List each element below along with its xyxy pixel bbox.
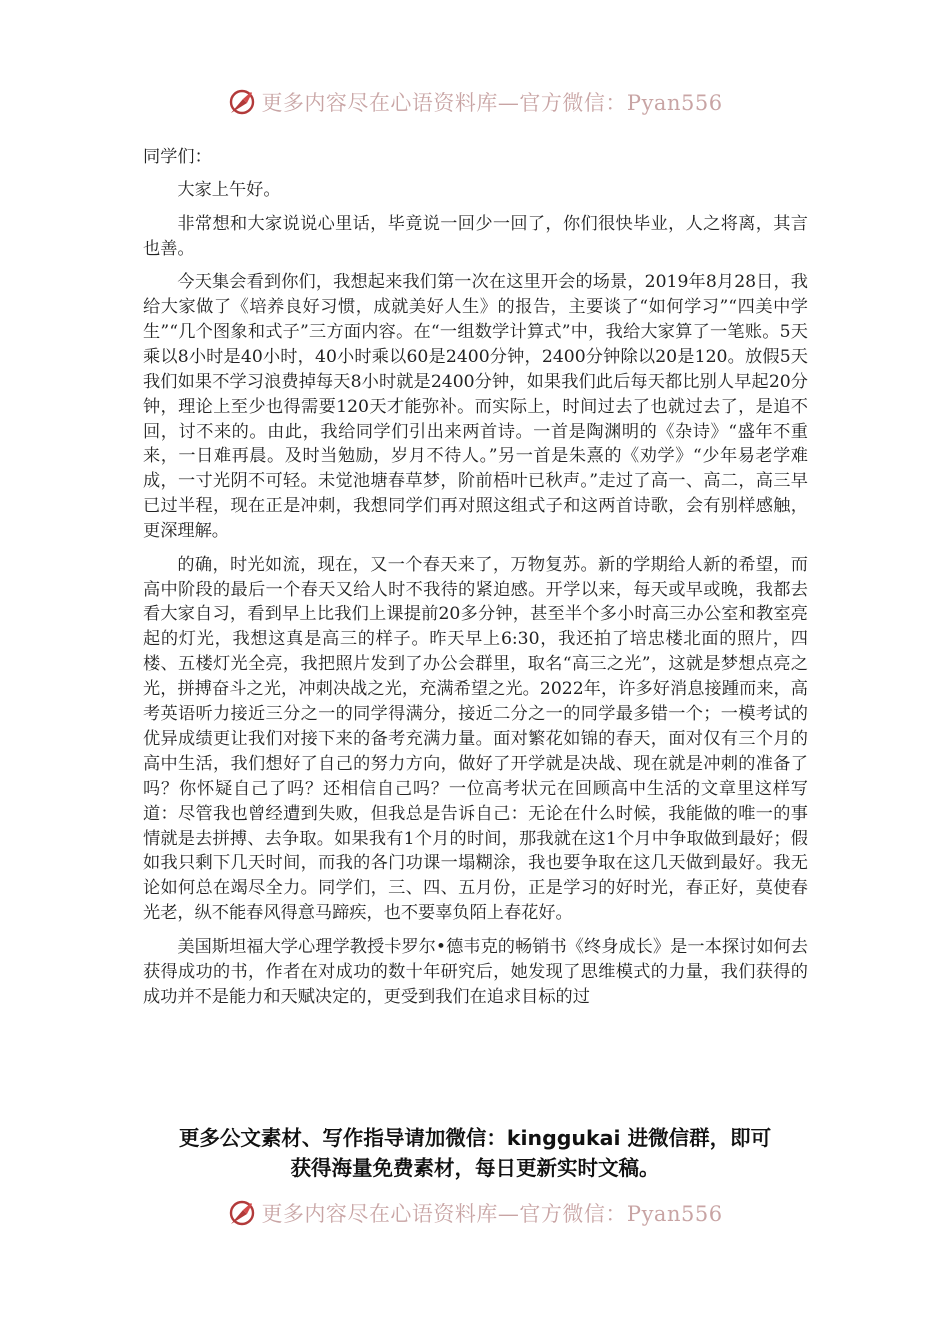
promo-notice bbox=[130, 1123, 820, 1183]
letter-paragraph: 的确，时光如流，现在，又一个春天来了，万物复苏。新的学期给人新的希望，而高中阶段的最后一个春天又给人时不我待的紧迫感。开学以来，每天或早或晚，我都去看大家自习，看到早上比我们上课提前20多分钟，甚至半个多小时高三办公室和教室亮起的灯光，我想这真是高三的样子。昨天早上6:30，我还拍了培忠楼北面的照片，四楼、五楼灯光全亮，我把照片发到了办公会群里，取名“高三之光”，这就是梦想点亮之光，拼搏奋斗之光，冲刺决战之光，充满希望之光。2022年，许多好消息接踵而来，高考英语听力接近三分之一的同学得满分，接近二分之一的同学最多错一个；一模考试的优异成绩更让我们对接下来的备考充满力量。面对繁花如锦的春天，面对仅有三个月的高中生活，我们想好了自己的努力方向，做好了开学就是决战、现在就是冲刺的准备了吗？你怀疑自己了吗？还相信自己吗？一位高考状元在回顾高中生活的文章里这样写道：尽管我也曾经遭到失败，但我总是告诉自己：无论在什么时候，我能做的唯一的事情就是去拼搏、去争取。如果我有1个月的时间，那我就在这1个月中争取做到最好；假如我只剩下几天时间，而我的各门功课一塌糊涂，我也要争取在这几天做到最好。我无论如何总在竭尽全力。同学们，三、四、五月份，正是学习的好时光，春正好，莫使春光老，纵不能春风得意马蹄疾，也不要辜负陌上春花好。 bbox=[143, 554, 808, 924]
letter-paragraph: 今天集会看到你们，我想起来我们第一次在这里开会的场景，2019年8月28日，我给大家做了《培养良好习惯，成就美好人生》的报告，主要谈了“如何学习”“四美中学生”“几个图象和式子”三方面内容。在“一组数学计算式”中，我给大家算了一笔账。5天乘以8小时是40小时，40小时乘以60是2400分钟，2400分钟除以20是120。放假5天我们如果不学习浪费掉每天8小时就是2400分钟，如果我们此后每天都比别人早起20分钟，理论上至少也得需要120天才能弥补。而实际上，时间过去了也就过去了，是追不回，讨不来的。由此，我给同学们引出来两首诗。一首是陶渊明的《杂诗》“盛年不重来，一日难再晨。及时当勉励，岁月不待人。”另一首是朱熹的《劝学》“少年易老学难成，一寸光阴不可轻。未觉池塘春草梦，阶前梧叶已秋声。”走过了高一、高二，高三早已过半程，现在正是冲刺，我想同学们再对照这组式子和这两首诗歌，会有别样感触，更深理解。 bbox=[143, 272, 808, 542]
promo-line: 获得海量免费素材，每日更新实时文稿。 bbox=[290, 1156, 660, 1180]
letter-paragraph: 非常想和大家说说心里话，毕竟说一回少一回了，你们很快毕业，人之将离，其言也善。 bbox=[143, 213, 808, 259]
header-banner bbox=[0, 82, 950, 122]
promo-line: 更多公文素材、写作指导请加微信：kinggukai 进微信群，即可 bbox=[178, 1126, 772, 1150]
pen-nib-logo-icon bbox=[227, 87, 257, 117]
pen-nib-logo-icon bbox=[227, 1198, 257, 1228]
letter-body bbox=[143, 145, 808, 1018]
banner-text: 更多内容尽在心语资料库—官方微信：Pyan556 bbox=[261, 1202, 723, 1226]
letter-paragraph: 美国斯坦福大学心理学教授卡罗尔•德韦克的畅销书《终身成长》是一本探讨如何去获得成功的书，作者在对成功的数十年研究后，她发现了思维模式的力量，我们获得的成功并不是能力和天赋决定的，更受到我们在追求目标的过 bbox=[143, 936, 808, 1007]
footer-banner bbox=[0, 1193, 950, 1233]
banner-text: 更多内容尽在心语资料库—官方微信：Pyan556 bbox=[261, 91, 723, 115]
letter-paragraph: 大家上午好。 bbox=[177, 180, 281, 201]
letter-greeting: 同学们： bbox=[143, 147, 212, 167]
